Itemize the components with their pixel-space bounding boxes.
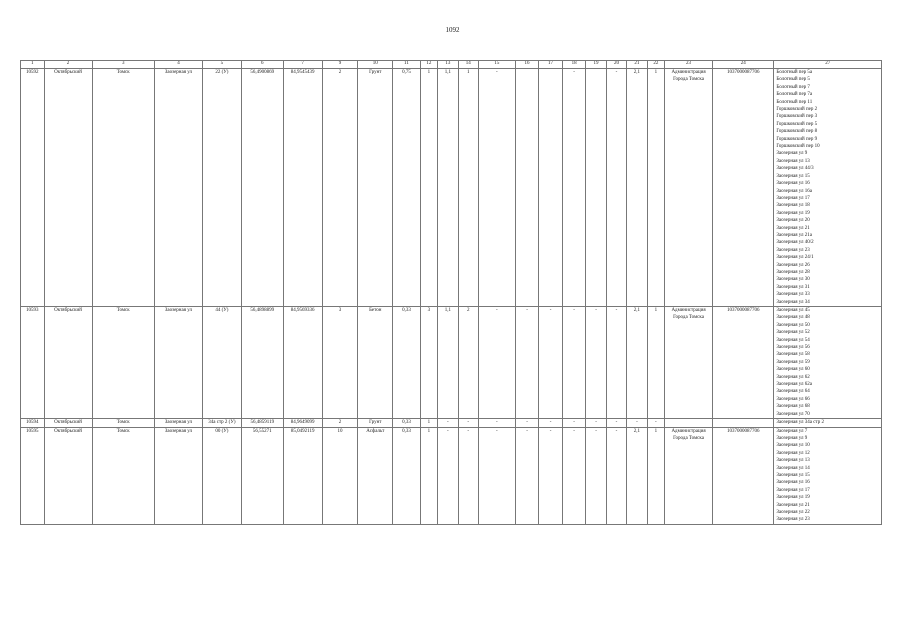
table-cell: 22 (У) xyxy=(202,69,241,307)
column-number: 7 xyxy=(283,61,322,69)
table-cell: Октябрьский xyxy=(44,427,92,524)
table-cell: - xyxy=(627,419,647,427)
table-cell: - xyxy=(515,419,539,427)
table-cell: 2,1 xyxy=(627,307,647,419)
table-cell: - xyxy=(478,419,515,427)
address-item: Заозерная ул 52 xyxy=(776,330,810,336)
column-number: 20 xyxy=(606,61,626,69)
table-cell: 2,1 xyxy=(627,69,647,307)
table-cell: 1,1 xyxy=(438,307,458,419)
table-cell: Заозерная ул xyxy=(154,427,202,524)
table-cell: 2 xyxy=(458,307,478,419)
address-list xyxy=(774,427,882,524)
address-list xyxy=(774,307,882,419)
table-cell: 3 xyxy=(420,307,437,419)
address-item: Заозерная ул 14 xyxy=(776,465,810,471)
address-item: Горшковский пер 8 xyxy=(776,129,818,135)
address-item: Заозерная ул 17 xyxy=(776,195,810,201)
address-list xyxy=(774,419,882,427)
address-item: Заозерная ул 13 xyxy=(776,158,810,164)
table-cell: 56,55271 xyxy=(241,427,283,524)
address-item: Болотный пер 11 xyxy=(776,99,813,105)
address-item: Заозерная ул 22 xyxy=(776,509,810,515)
table-cell: 56,4900869 xyxy=(241,69,283,307)
address-item: Заозерная ул 16 xyxy=(776,480,810,486)
table-cell: 56,4859119 xyxy=(241,419,283,427)
column-number: 2 xyxy=(44,61,92,69)
address-item: Заозерная ул 56 xyxy=(776,345,810,351)
table-cell: - xyxy=(586,307,606,419)
address-item: Заозерная ул 30 xyxy=(776,277,810,283)
address-item: Заозерная ул 40/2 xyxy=(776,240,814,246)
address-item: Заозерная ул 24/1 xyxy=(776,255,814,261)
address-item: Болотный пер 5а xyxy=(776,70,813,75)
address-item: Заозерная ул 31 xyxy=(776,284,810,290)
table-cell: 1 xyxy=(420,69,437,307)
table-cell: 1 xyxy=(420,419,437,427)
table-cell: - xyxy=(562,307,586,419)
column-number: 18 xyxy=(562,61,586,69)
table-cell: 84,9649099 xyxy=(283,419,322,427)
column-number: 27 xyxy=(774,61,882,69)
table-cell: 10594 xyxy=(21,419,45,427)
table-cell: - xyxy=(438,419,458,427)
table-cell: 2 xyxy=(322,69,358,307)
address-item: Болотный пер 7 xyxy=(776,84,810,90)
table-cell: Томск xyxy=(92,427,154,524)
table-cell: Томск xyxy=(92,307,154,419)
table-cell: 1037000087706 xyxy=(713,69,774,307)
address-item: Заозерная ул 62 xyxy=(776,374,810,380)
table-cell: 2 xyxy=(322,419,358,427)
table-cell: - xyxy=(478,69,515,307)
table-cell: - xyxy=(562,419,586,427)
table-cell: Заозерная ул xyxy=(154,307,202,419)
column-number: 14 xyxy=(458,61,478,69)
column-number: 19 xyxy=(586,61,606,69)
address-item: Горшковский пер 5 xyxy=(776,121,818,127)
table-row xyxy=(21,419,882,427)
address-item: Горшковский пер 2 xyxy=(776,107,818,113)
column-number: 6 xyxy=(241,61,283,69)
address-item: Заозерная ул 15 xyxy=(776,472,810,478)
column-number: 16 xyxy=(515,61,539,69)
registry-table xyxy=(20,60,882,525)
table-cell: 0,33 xyxy=(393,419,421,427)
table-cell: - xyxy=(515,427,539,524)
table-cell: 44 (У) xyxy=(202,307,241,419)
address-item: Заозерная ул 21 xyxy=(776,225,810,231)
table-cell: 1 xyxy=(420,427,437,524)
address-item: Заозерная ул 19 xyxy=(776,210,810,216)
table-cell: - xyxy=(515,307,539,419)
table-cell: 00 (У) xyxy=(202,427,241,524)
table-cell: 0,33 xyxy=(393,307,421,419)
address-list xyxy=(774,69,882,307)
table-cell: Томск xyxy=(92,69,154,307)
address-item: Горшковский пер 9 xyxy=(776,136,818,142)
table-cell: - xyxy=(606,419,626,427)
column-number: 1 xyxy=(21,61,45,69)
table-cell xyxy=(539,69,563,307)
header-row xyxy=(21,61,882,69)
address-item: Заозерная ул 23 xyxy=(776,517,810,523)
table-cell xyxy=(665,419,713,427)
column-number: 15 xyxy=(478,61,515,69)
column-number: 23 xyxy=(665,61,713,69)
address-item: Заозерная ул 9 xyxy=(776,435,808,441)
address-item: Заозерная ул 12 xyxy=(776,450,810,456)
table-cell: Заозерная ул xyxy=(154,419,202,427)
column-number: 3 xyxy=(92,61,154,69)
address-item: Болотный пер 7а xyxy=(776,92,813,98)
table-cell: Бетон xyxy=(358,307,393,419)
address-item: Заозерная ул 33 xyxy=(776,292,810,298)
address-item: Заозерная ул 9 xyxy=(776,151,808,157)
table-cell: 1 xyxy=(647,69,664,307)
table-cell: Октябрьский xyxy=(44,307,92,419)
table-cell: - xyxy=(478,307,515,419)
table-cell: 10 xyxy=(322,427,358,524)
table-cell: - xyxy=(586,419,606,427)
table-cell: Грунт xyxy=(358,69,393,307)
address-item: Заозерная ул 50 xyxy=(776,322,810,328)
column-number: 21 xyxy=(627,61,647,69)
address-item: Заозерная ул 7 xyxy=(776,428,808,434)
table-cell: Грунт xyxy=(358,419,393,427)
address-item: Горшковский пер 10 xyxy=(776,144,820,150)
address-item: Заозерная ул 10 xyxy=(776,443,810,449)
table-cell: 2,1 xyxy=(627,427,647,524)
table-cell: 85,0492119 xyxy=(283,427,322,524)
address-item: Заозерная ул 19 xyxy=(776,495,810,501)
table-cell: - xyxy=(458,427,478,524)
address-item: Заозерная ул 34 xyxy=(776,299,810,305)
table-cell: 1037000087706 xyxy=(713,427,774,524)
address-item: Заозерная ул 17 xyxy=(776,487,810,493)
column-number: 24 xyxy=(713,61,774,69)
address-item: Заозерная ул 68 xyxy=(776,404,810,410)
table-cell: - xyxy=(606,69,626,307)
table-cell: - xyxy=(562,69,586,307)
table-cell xyxy=(713,419,774,427)
address-item: Болотный пер 5 xyxy=(776,77,810,83)
address-item: Заозерная ул 20 xyxy=(776,218,810,224)
table-cell: 56,4898899 xyxy=(241,307,283,419)
column-number: 9 xyxy=(322,61,358,69)
address-item: Заозерная ул 58 xyxy=(776,352,810,358)
table-cell: Асфальт xyxy=(358,427,393,524)
address-item: Заозерная ул 21 xyxy=(776,502,810,508)
table-cell: 10592 xyxy=(21,69,45,307)
address-item: Заозерная ул 34а стр 2 xyxy=(776,420,824,426)
address-item: Заозерная ул 16а xyxy=(776,188,813,194)
table-cell: - xyxy=(647,419,664,427)
table-cell: - xyxy=(438,427,458,524)
column-number: 5 xyxy=(202,61,241,69)
table-cell: 0,33 xyxy=(393,427,421,524)
table-cell: 1037000087706 xyxy=(713,307,774,419)
table-cell: Администрация Города Томска xyxy=(665,307,713,419)
table-cell: 84,9545439 xyxy=(283,69,322,307)
address-item: Заозерная ул 44/3 xyxy=(776,166,814,172)
address-item: Заозерная ул 21а xyxy=(776,232,813,238)
table-row xyxy=(21,69,882,307)
address-item: Заозерная ул 45 xyxy=(776,308,810,313)
table-cell: Томск xyxy=(92,419,154,427)
column-number: 11 xyxy=(393,61,421,69)
table-cell: 10593 xyxy=(21,307,45,419)
table-cell: 1 xyxy=(647,427,664,524)
column-number: 10 xyxy=(358,61,393,69)
registry-body xyxy=(21,61,882,525)
address-item: Заозерная ул 54 xyxy=(776,337,810,343)
table-cell: 1 xyxy=(647,307,664,419)
table-cell: 34а стр 2 (У) xyxy=(202,419,241,427)
table-cell: 10595 xyxy=(21,427,45,524)
table-cell: Октябрьский xyxy=(44,419,92,427)
address-item: Горшковский пер 3 xyxy=(776,114,818,120)
table-cell: - xyxy=(606,307,626,419)
table-cell: 3 xyxy=(322,307,358,419)
table-row xyxy=(21,307,882,419)
column-number: 12 xyxy=(420,61,437,69)
address-item: Заозерная ул 66 xyxy=(776,396,810,402)
table-cell: - xyxy=(539,427,563,524)
table-cell: - xyxy=(606,427,626,524)
table-cell: 0,75 xyxy=(393,69,421,307)
table-cell: Заозерная ул xyxy=(154,69,202,307)
table-cell: 84,9569336 xyxy=(283,307,322,419)
address-item: Заозерная ул 64 xyxy=(776,389,810,395)
table-cell: - xyxy=(562,427,586,524)
table-cell: - xyxy=(458,419,478,427)
address-item: Заозерная ул 59 xyxy=(776,359,810,365)
table-cell xyxy=(586,69,606,307)
column-number: 13 xyxy=(438,61,458,69)
table-cell: - xyxy=(539,419,563,427)
address-item: Заозерная ул 28 xyxy=(776,269,810,275)
column-number: 4 xyxy=(154,61,202,69)
address-item: Заозерная ул 23 xyxy=(776,247,810,253)
address-item: Заозерная ул 16 xyxy=(776,181,810,187)
table-cell: - xyxy=(478,427,515,524)
column-number: 17 xyxy=(539,61,563,69)
address-item: Заозерная ул 26 xyxy=(776,262,810,268)
page-number: 1092 xyxy=(445,26,460,34)
table-cell: Октябрьский xyxy=(44,69,92,307)
column-number: 22 xyxy=(647,61,664,69)
address-item: Заозерная ул 48 xyxy=(776,315,810,321)
table-cell: 1 xyxy=(458,69,478,307)
address-item: Заозерная ул 62а xyxy=(776,382,813,388)
table-cell: 1,1 xyxy=(438,69,458,307)
address-item: Заозерная ул 15 xyxy=(776,173,810,179)
address-item: Заозерная ул 60 xyxy=(776,367,810,373)
table-cell: - xyxy=(586,427,606,524)
table-row xyxy=(21,427,882,524)
table-cell xyxy=(515,69,539,307)
address-item: Заозерная ул 18 xyxy=(776,203,810,209)
address-item: Заозерная ул 13 xyxy=(776,458,810,464)
address-item: Заозерная ул 70 xyxy=(776,411,810,417)
table-cell: Администрация Города Томска xyxy=(665,427,713,524)
table-cell: - xyxy=(539,307,563,419)
table-cell: Администрация Города Томска xyxy=(665,69,713,307)
